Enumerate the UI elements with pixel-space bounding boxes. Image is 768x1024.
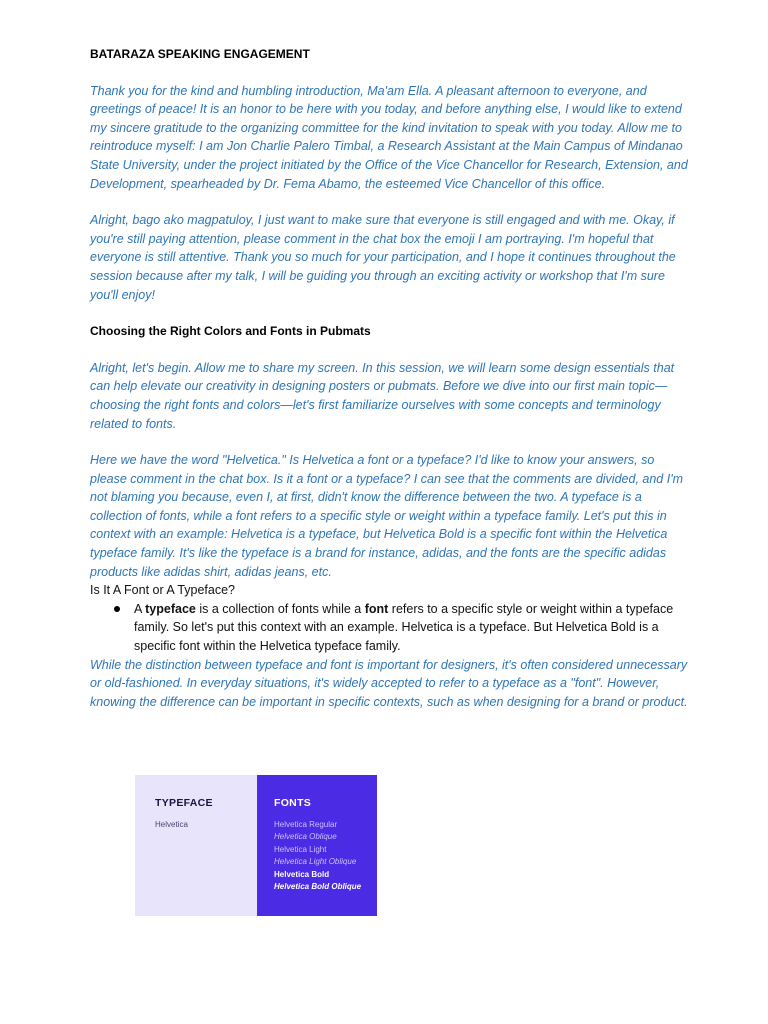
term-font: font: [364, 601, 389, 616]
title-heading: BATARAZA SPEAKING ENGAGEMENT: [90, 47, 310, 61]
helvetica-paragraph: Here we have the word "Helvetica." Is Helvetica a font or a typeface? I'd like to know your answers, so please comment in the chat box. Is it a font or a typeface? I can see that the comments are divided, and I'm not blaming you because, even I, at first, didn't know the difference between the two. A typeface is a collection of fonts, while a font refers to a specific style or weight within a typeface family. Let's put this in context with an example: Helvetica is a typeface, but Helvetica Bold is a specific font within the Helvetica typeface family. It's like the typeface is a brand for instance, adidas, and the fonts are the specific adidas products like adidas shirt, adidas jeans, etc.: [90, 453, 683, 579]
typeface-fonts-figure: [135, 775, 377, 916]
typeface-item: Helvetica: [155, 820, 188, 829]
font-item: Helvetica Oblique: [274, 832, 337, 842]
document-body: [90, 45, 690, 711]
font-item: Helvetica Bold Oblique: [274, 882, 362, 892]
fonts-title: FONTS: [274, 797, 312, 809]
font-item: Helvetica Bold: [274, 869, 330, 879]
bullet-icon: [114, 606, 120, 612]
session-paragraph: Alright, let's begin. Allow me to share my screen. In this session, we will learn some design essentials that can help elevate our creativity in designing posters or pubmats. Before we dive into our first main topic—choosing the right fonts and colors—let's first familiarize ourselves with some concepts and terminology related to fonts.: [90, 360, 675, 431]
list-item: A typeface is a collection of fonts while a font refers to a specific style or weight within a typeface family. So let's put this context with an example. Helvetica is a typeface. But Helvetica Bold is a specific font within the Helvetica typeface family.: [134, 600, 690, 656]
intro-paragraph: Thank you for the kind and humbling introduction, Ma'am Ella. A pleasant afternoon to everyone, and greetings of peace! It is an honor to be here with you today, and before anything else, I would like to extend my sincere gratitude to the organizing committee for the kind invitation to speak with you today. Allow me to reintroduce myself: I am Jon Charlie Palero Timbal, a Research Assistant at the Main Campus of Mindanao State University, under the project initiated by the Office of the Vice Chancellor for Research, Extension, and Development, spearheaded by Dr. Fema Abamo, the esteemed Vice Chancellor of this office.: [90, 83, 688, 191]
font-item: Helvetica Light: [274, 844, 327, 854]
fonts-panel: [257, 775, 377, 916]
bullet-list: [90, 600, 690, 656]
distinction-paragraph: While the distinction between typeface and font is important for designers, it's often considered unnecessary or old-fashioned. In everyday situations, it's widely accepted to refer to a typeface as a "font". However, knowing the difference can be important in specific contexts, such as when designing for a brand or product.: [90, 657, 688, 709]
typeface-title: TYPEFACE: [155, 797, 213, 809]
question-line: Is It A Font or A Typeface?: [90, 583, 236, 598]
typeface-panel: [135, 775, 257, 916]
engagement-paragraph: Alright, bago ako magpatuloy, I just want to make sure that everyone is still engaged and with me. Okay, if you're still paying attention, please comment in the chat box the emoji I am portraying. I'm hopeful that everyone is still attentive. Thank you so much for your participation, and I hope it continues throughout the session because after my talk, I will be guiding you through an exciting activity or workshop that I'm sure you'll enjoy!: [90, 213, 676, 302]
font-item: Helvetica Light Oblique: [274, 857, 357, 867]
section-heading: Choosing the Right Colors and Fonts in Pubmats: [90, 324, 371, 339]
font-item: Helvetica Regular: [274, 820, 338, 829]
term-typeface: typeface: [145, 601, 196, 616]
